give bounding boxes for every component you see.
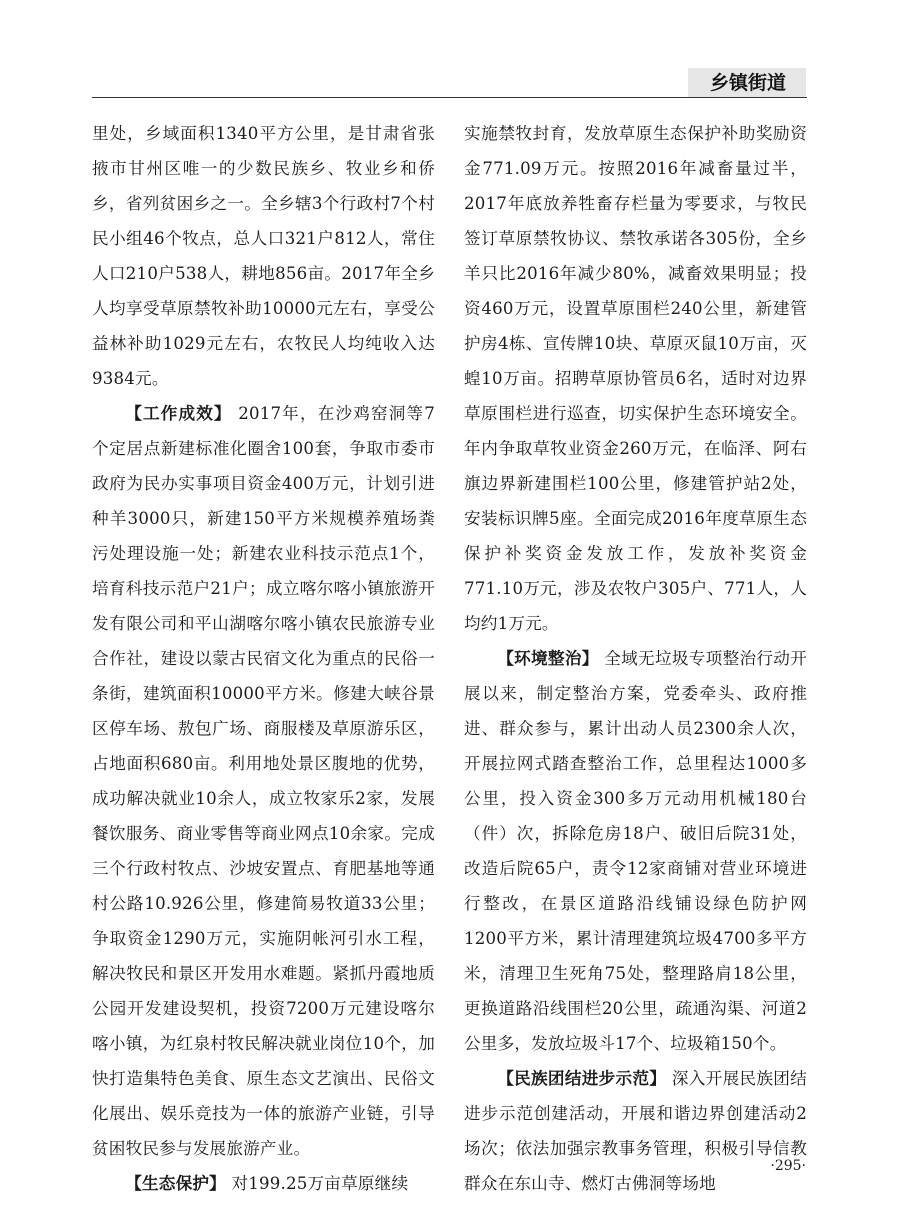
page-number: ·295·	[770, 1158, 806, 1174]
paragraph-ethnic-unity	[464, 1061, 807, 1201]
section-heading-environment: 【环境整治】	[497, 649, 599, 668]
header-rule	[92, 97, 807, 98]
section-heading-ecology: 【生态保护】	[125, 1174, 226, 1193]
paragraph-ecology-continued: 实施禁牧封育，发放草原生态保护补助奖励资金771.09万元。按照2016年减畜量过半，2017年底放养牲畜存栏量为零要求，与牧民签订草原禁牧协议、禁牧承诺各305份，全乡羊只比2016年减少80%，减畜效果明显；投资460万元，设置草原围栏240公里，新建管护房4栋、宣传牌10块、草原灭鼠10万亩，灭蝗10万亩。招聘草原协管员6名，适时对边界草原围栏进行巡查，切实保护生态环境安全。年内争取草牧业资金260万元，在临泽、阿右旗边界新建围栏100公里，修建管护站2处，安装标识牌5座。全面完成2016年度草原生态保护补奖资金发放工作，发放补奖资金771.10万元，涉及农牧户305户、771人，人均约1万元。	[464, 124, 807, 633]
section-heading-work-results: 【工作成效】	[125, 404, 232, 423]
section-body-environment: 全域无垃圾专项整治行动开展以来，制定整治方案，党委牵头、政府推进、群众参与，累计出动人员2300余人次，开展拉网式踏查整治工作，总里程达1000多公里，投入资金300多万元动用机械180台（件）次，拆除危房18户、破旧后院31处，改造后院65户，责令12家商铺对营业环境进行整改，在景区道路沿线铺设绿色防护网1200平方米，累计清理建筑垃圾4700多平方米，清理卫生死角75处，整理路肩18公里，更换道路沿线围栏20公里，疏通沟渠、河道2公里多，发放垃圾斗17个、垃圾箱150个。	[464, 649, 807, 1053]
paragraph-work-results	[92, 396, 435, 1166]
left-column	[92, 116, 435, 1201]
paragraph-environment	[464, 641, 807, 1061]
section-body-ethnic-unity: 深入开展民族团结进步示范创建活动，开展和谐边界创建活动2场次；依法加强宗教事务管理，积极引导信教群众在东山寺、燃灯古佛洞等场地	[464, 1069, 807, 1193]
paragraph-continued: 里处，乡域面积1340平方公里，是甘肃省张掖市甘州区唯一的少数民族乡、牧业乡和侨乡，省列贫困乡之一。全乡辖3个行政村7个村民小组46个牧点，总人口321户812人，常住人口210户538人，耕地856亩。2017年全乡人均享受草原禁牧补助10000元左右，享受公益林补助1029元左右，农牧民人均纯收入达9384元。	[92, 124, 435, 388]
running-header-title: 乡镇街道	[709, 72, 786, 94]
section-body-ecology-start: 对199.25万亩草原继续	[231, 1174, 409, 1193]
section-body-work-results: 2017年，在沙鸡窑洞等7个定居点新建标准化圈舍100套，争取市委市政府为民办实事项目资金400万元，计划引进种羊3000只，新建150平方米规模养殖场粪污处理设施一处；新建农业科技示范点1个，培育科技示范户21户；成立喀尔喀小镇旅游开发有限公司和平山湖喀尔喀小镇农民旅游专业合作社，建设以蒙古民宿文化为重点的民俗一条街，建筑面积10000平方米。修建大峡谷景区停车场、敖包广场、商服楼及草原游乐区，占地面积680亩。利用地处景区腹地的优势，成功解决就业10余人，成立牧家乐2家，发展餐饮服务、商业零售等商业网点10余家。完成三个行政村牧点、沙坡安置点、育肥基地等通村公路10.926公里，修建简易牧道33公里；争取资金1290万元，实施阴帐河引水工程，解决牧民和景区开发用水难题。紧抓丹霞地质公园开发建设契机，投资7200万元建设喀尔喀小镇，为红泉村牧民解决就业岗位10个，加快打造集特色美食、原生态文艺演出、民俗文化展出、娱乐竞技为一体的旅游产业链，引导贫困牧民参与发展旅游产业。	[92, 404, 435, 1158]
paragraph-ecology	[92, 1166, 435, 1201]
right-column	[464, 116, 807, 1201]
section-heading-ethnic-unity: 【民族团结进步示范】	[497, 1069, 667, 1088]
